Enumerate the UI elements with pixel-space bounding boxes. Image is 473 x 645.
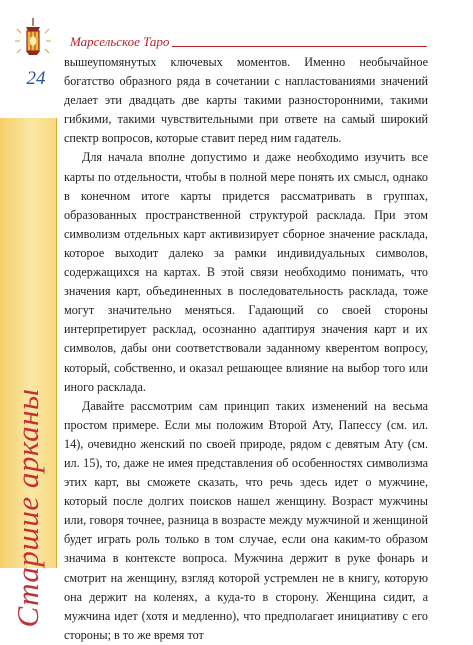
section-side-tab-label: Старшие арканы (10, 388, 45, 628)
body-text (64, 53, 428, 645)
hanging-lantern-icon (14, 18, 52, 64)
header-rule (172, 46, 427, 47)
running-header-book-title: Марсельское Таро (70, 34, 170, 49)
page-number: 24 (26, 68, 46, 89)
section-side-tab (0, 118, 57, 628)
paragraph-3: Давайте рассмотрим сам принцип таких изменений на весьма простом примере. Если мы положим Второй Ату, Папессу (см. ил. 14), очевидно женский по своей природе, рядом с девятым Ату (см. ил. 15), то, даже не имея представления об особенностях символизма этих карт, вы сможете сказать, что речь здесь идет о мужчине, который после долгих поисков нашел женщину. Возраст мужчины или, говоря точнее, разница в возрасте между мужчиной и женщиной будет играть роль только в том случае, если она каким-то образом значима в контексте вопроса. Мужчина держит в руке фонарь и смотрит на женщину, взгляд которой устремлен не в книгу, которую она держит на коленях, а куда-то в сторону. Женщина сидит, а мужчина идет (хотя и медленно), что предполагает инициативу с его стороны; в то же время тот (64, 398, 428, 642)
paragraph-2: Для начала вполне допустимо и даже необходимо изучить все карты по отдельности, чтобы в полной мере понять их смысл, однако в конечном итоге карты придется рассматривать в группах, образованных пространственной структурой расклада. При этом символизм отдельных карт активизирует сборное значение расклада, которое выходит далеко за рамки индивидуальных символов, содержащихся на картах. В этой связи необходимо понимать, что значения карт, объединенных в последовательность расклада, тоже могут значительно меняться. Гадающий со своей стороны интерпретирует расклад, осознанно адаптируя значения карт и их символов, дабы они соответствовали заданному кверентом вопросу, который, собственно, и оказал решающее влияние на выбор того или иного расклада. (64, 150, 428, 394)
paragraph-1: вышеупомянутых ключевых моментов. Именно необычайное богатство образного ряда в сочетании с напластованиями значений делает эти двадцать две карты такими разносторонними, такими гибкими, такими чувствительными при ответе на самый широкий спектр вопросов, которые ставит перед ним гадатель. (64, 55, 428, 146)
